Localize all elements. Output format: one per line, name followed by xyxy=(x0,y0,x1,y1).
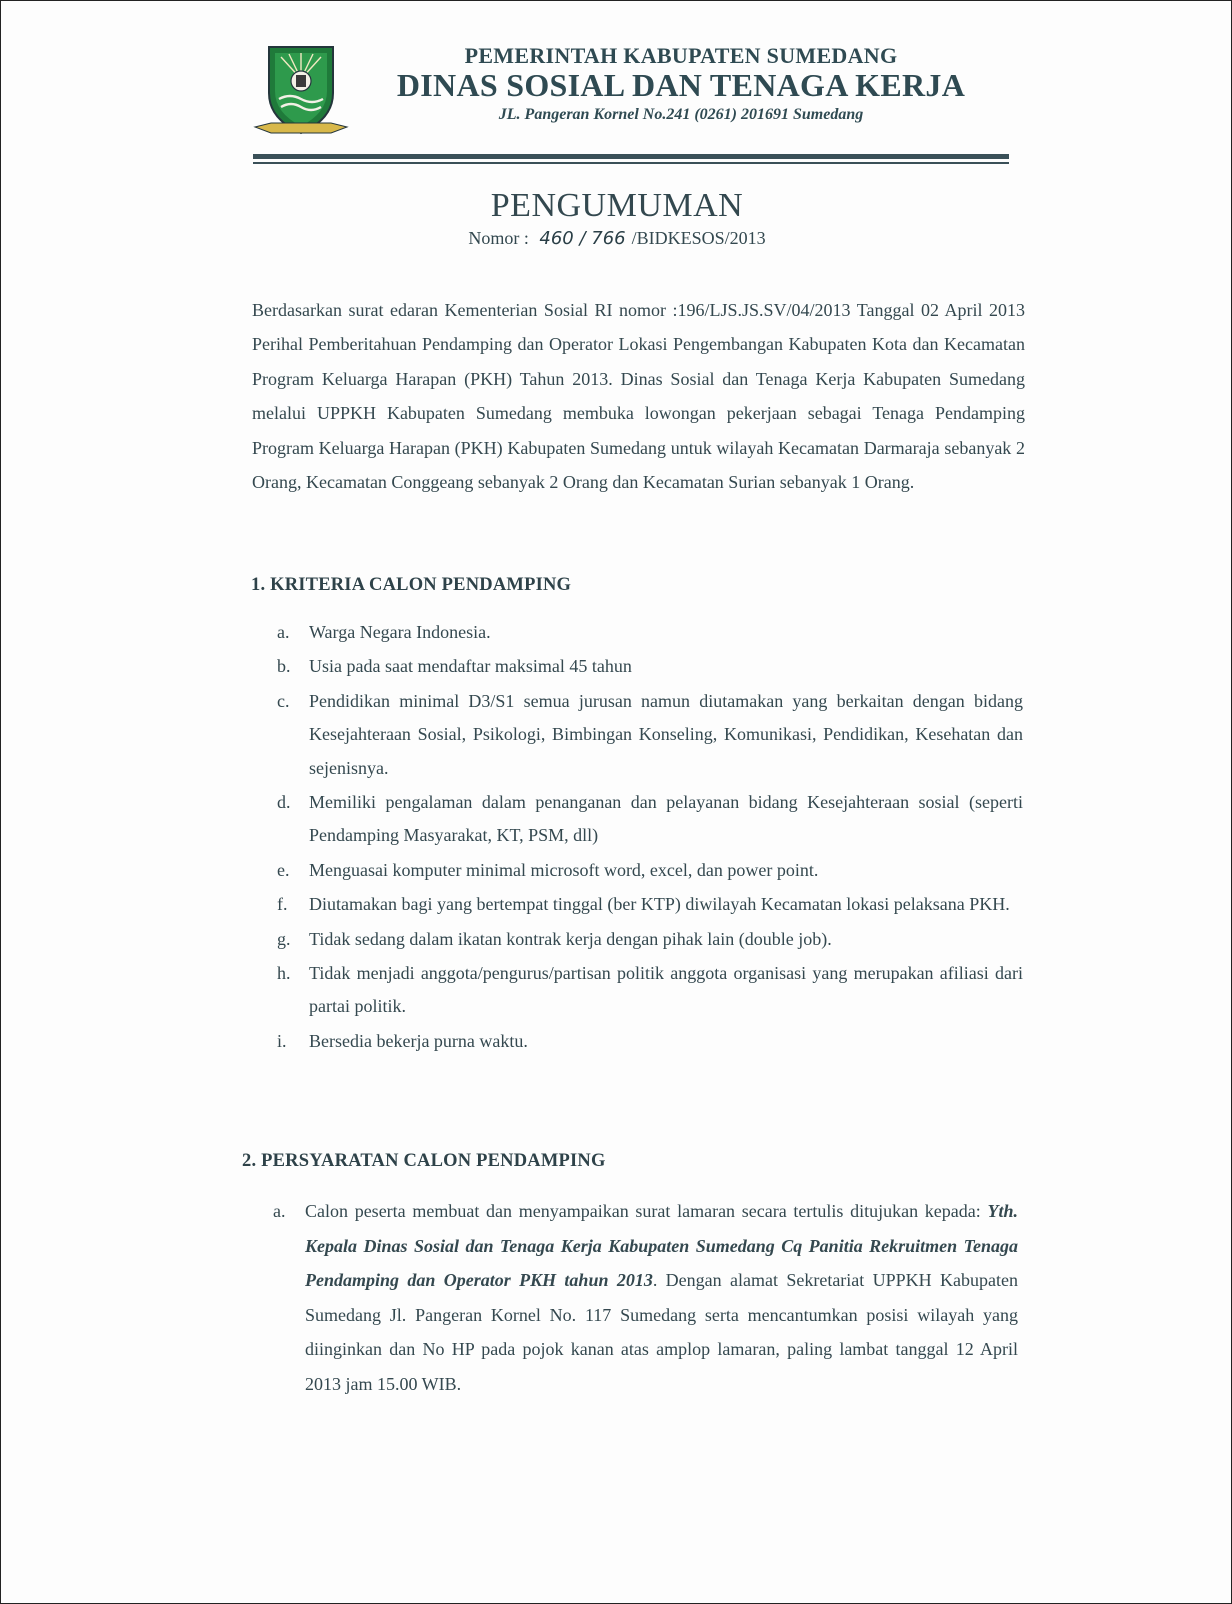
intro-paragraph: Berdasarkan surat edaran Kementerian Sosial RI nomor :196/LJS.JS.SV/04/2013 Tanggal 02 April 2013 Perihal Pemberitahuan Pendamping dan Operator Lokasi Pengembangan Kabupaten Kota dan Kecamatan Program Keluarga Harapan (PKH) Tahun 2013. Dinas Sosial dan Tenaga Kerja Kabupaten Sumedang melalui UPPKH Kabupaten Sumedang membuka lowongan pekerjaan sebagai Tenaga Pendamping Program Keluarga Harapan (PKH) Kabupaten Sumedang untuk wilayah Kecamatan Darmaraja sebanyak 2 Orang, Kecamatan Conggeang sebanyak 2 Orang dan Kecamatan Surian sebanyak 1 Orang. xyxy=(252,300,1025,493)
list-marker: c. xyxy=(277,690,290,711)
agency-name: DINAS SOSIAL DAN TENAGA KERJA xyxy=(396,67,966,103)
requirement-text-before: Calon peserta membuat dan menyampaikan surat lamaran secara tertulis ditujukan kepada: xyxy=(305,1201,988,1221)
letterhead-rule-thick xyxy=(253,154,1009,159)
list-marker: f. xyxy=(277,894,288,915)
list-item xyxy=(277,650,1023,683)
requirements-list xyxy=(273,1194,1018,1401)
list-marker: a. xyxy=(277,622,290,642)
document-title: PENGUMUMAN xyxy=(490,187,744,224)
list-item-text: Tidak sedang dalam ikatan kontrak kerja dengan pihak lain (double job). xyxy=(309,928,832,949)
list-item-text: Memiliki pengalaman dalam penanganan dan pelayanan bidang Kesejahteraan sosial (seperti Pendamping Masyarakat, KT, PSM, dll) xyxy=(309,792,1023,846)
criteria-list xyxy=(277,616,1023,1059)
list-item-text: Diutamakan bagi yang bertempat tinggal (ber KTP) diwilayah Kecamatan lokasi pelaksana PKH. xyxy=(309,894,1010,915)
list-item xyxy=(277,923,1023,956)
list-item-text: Usia pada saat mendaftar maksimal 45 tahun xyxy=(309,656,632,677)
list-item-text: Warga Negara Indonesia. xyxy=(309,622,491,642)
requirement-addressee: Yth. Kepala Dinas Sosial dan Tenaga Kerja Kabupaten Sumedang Cq Panitia Rekruitmen Tenaga Pendamping dan Operator PKH tahun 2013 xyxy=(305,1201,1018,1290)
government-name: PEMERINTAH KABUPATEN SUMEDANG xyxy=(464,43,898,68)
list-marker: i. xyxy=(277,1030,287,1051)
agency-address: JL. Pangeran Kornel No.241 (0261) 201691 Sumedang xyxy=(498,106,864,123)
number-handwritten: 460 / 766 xyxy=(539,228,626,249)
list-item xyxy=(273,1194,1018,1401)
list-marker: h. xyxy=(277,963,291,984)
list-marker: d. xyxy=(277,792,291,813)
list-item-text: Pendidikan minimal D3/S1 semua jurusan namun diutamakan yang berkaitan dengan bidang Kesejahteraan Sosial, Psikologi, Bimbingan Konseling, Komunikasi, Pendidikan, Kesehatan dan sejenisnya. xyxy=(309,690,1023,778)
list-marker: a. xyxy=(273,1201,286,1221)
list-item xyxy=(277,1025,1023,1058)
list-item-text: Menguasai komputer minimal microsoft word, excel, dan power point. xyxy=(309,859,819,880)
list-item xyxy=(277,685,1023,785)
section-1-heading: 1. KRITERIA CALON PENDAMPING xyxy=(251,575,572,595)
list-item xyxy=(277,957,1023,1024)
list-item xyxy=(277,786,1023,853)
list-item xyxy=(277,616,1023,649)
list-item xyxy=(277,888,1023,921)
list-marker: g. xyxy=(277,928,291,949)
document-number xyxy=(1,228,1232,249)
number-suffix: /BIDKESOS/2013 xyxy=(631,228,766,248)
list-item-text: Bersedia bekerja purna waktu. xyxy=(309,1030,528,1051)
list-item-text: Tidak menjadi anggota/pengurus/partisan politik anggota organisasi yang merupakan afiliasi dari partai politik. xyxy=(309,963,1023,1017)
number-prefix: Nomor : xyxy=(468,228,529,248)
list-marker: b. xyxy=(277,656,291,677)
letterhead xyxy=(361,43,1001,124)
letterhead-rule-thin xyxy=(253,162,1009,164)
requirement-text-after: . Dengan alamat Sekretariat UPPKH Kabupaten Sumedang Jl. Pangeran Kornel No. 117 Sumedang serta mencantumkan posisi wilayah yang diinginkan dan No HP pada pojok kanan atas amplop lamaran, paling lambat tanggal 12 April 2013 jam 15.00 WIB. xyxy=(305,1270,1018,1394)
list-marker: e. xyxy=(277,859,290,880)
sumedang-coat-of-arms-logo xyxy=(251,41,351,141)
section-2-heading: 2. PERSYARATAN CALON PENDAMPING xyxy=(242,1151,606,1171)
list-item xyxy=(277,854,1023,887)
